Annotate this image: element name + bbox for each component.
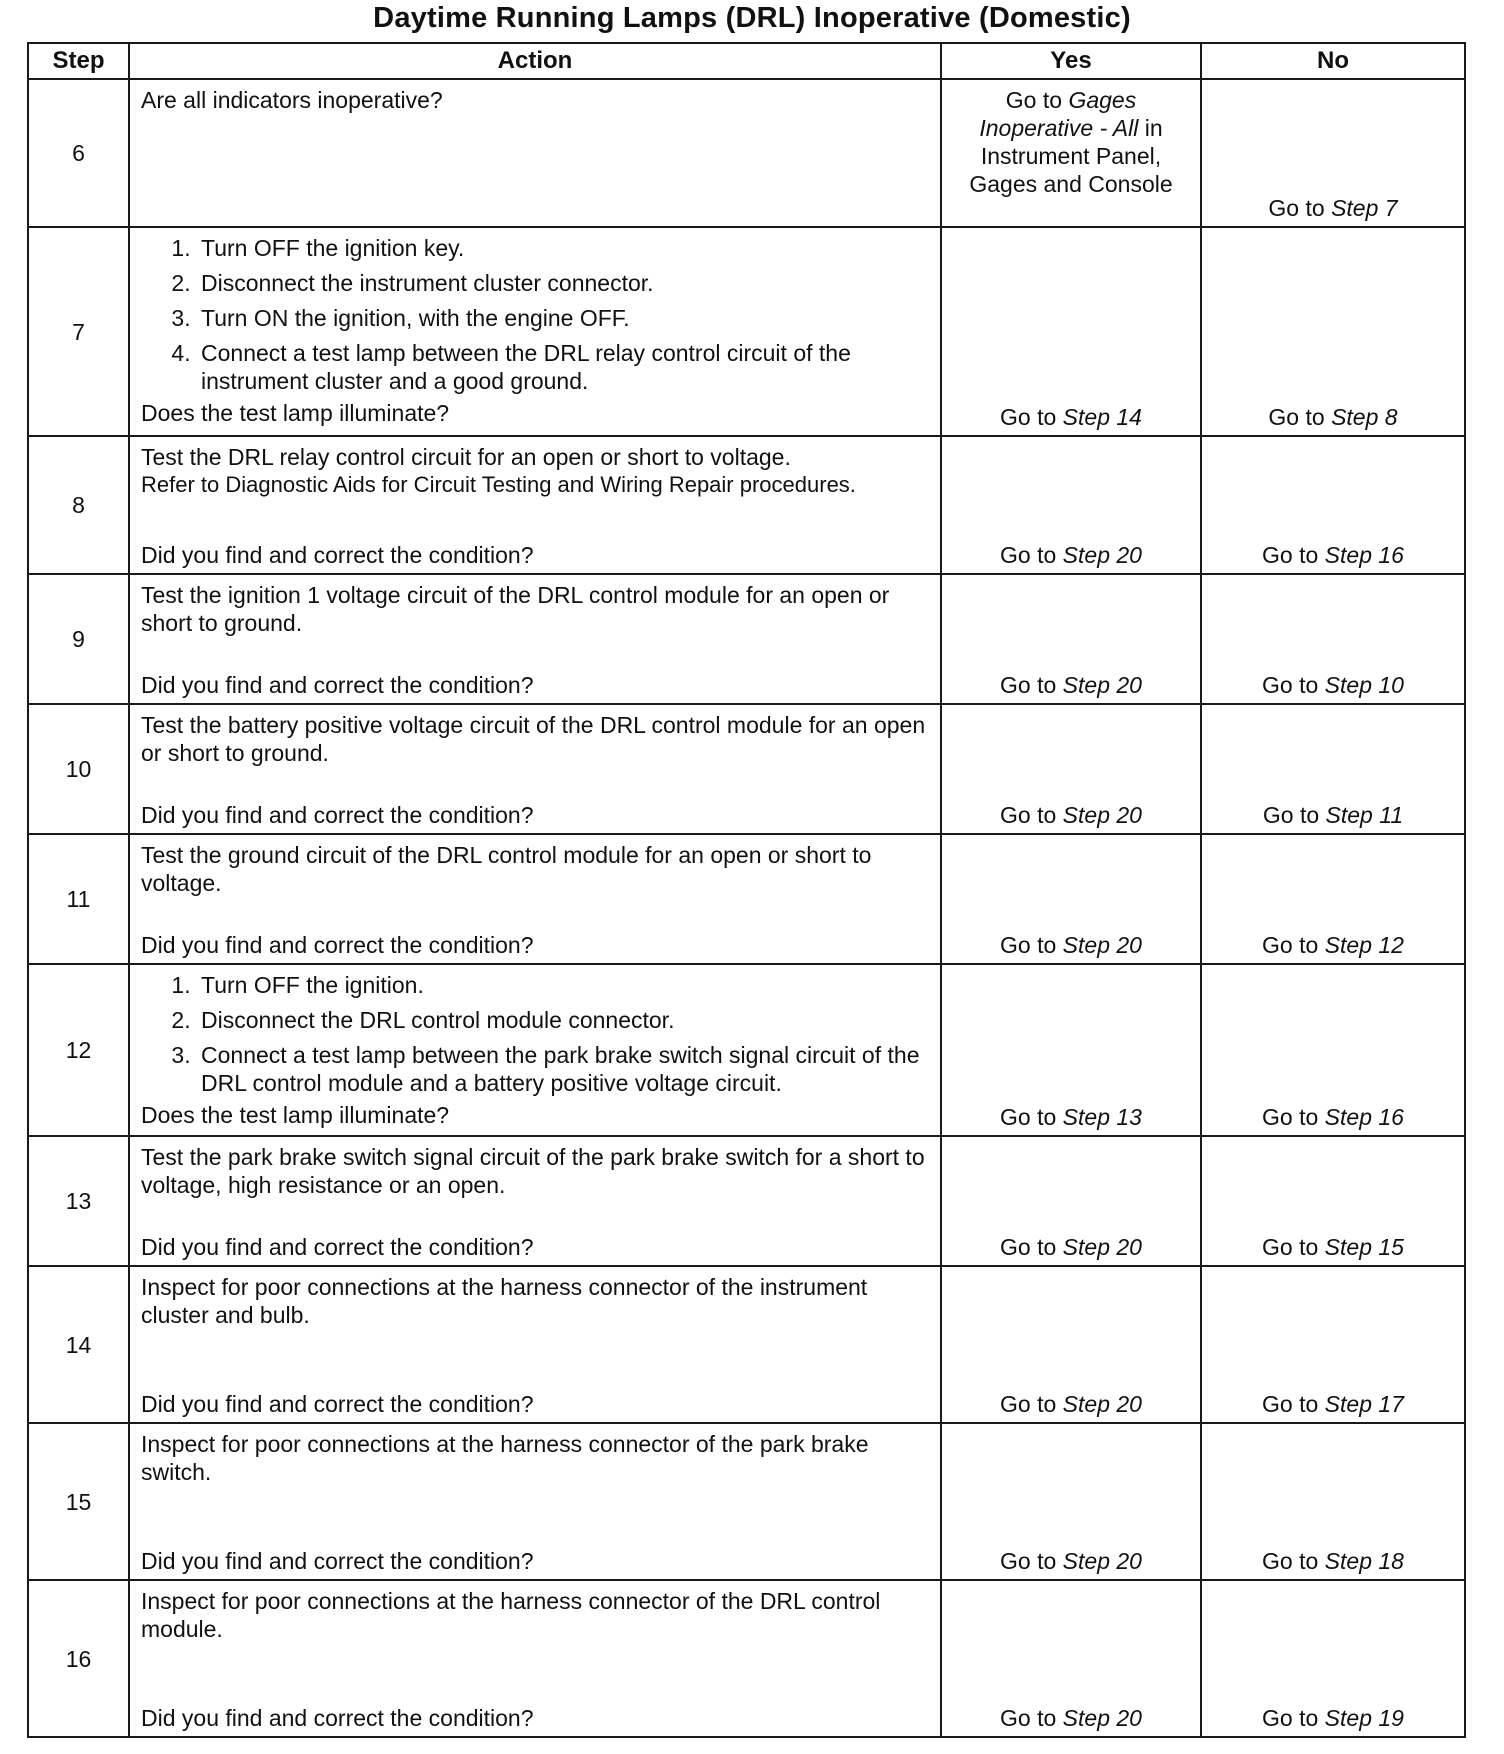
- action-question: Did you find and correct the condition?: [141, 932, 534, 958]
- go-to-text: Go to: [1000, 542, 1057, 568]
- yes-cell: [941, 964, 1201, 1136]
- go-to-text: Go to: [1000, 672, 1057, 698]
- go-to-text: Go to: [1262, 542, 1319, 568]
- go-to-text: Go to: [1262, 932, 1319, 958]
- go-to-text: Go to: [1000, 1391, 1057, 1417]
- table-row: [28, 436, 1465, 574]
- step-number: 13: [28, 1136, 129, 1266]
- go-to-text: Go to: [1005, 87, 1063, 113]
- procedure-step: 3. Turn ON the ignition, with the engine OFF.: [197, 304, 930, 332]
- procedure-step: 1. Turn OFF the ignition key.: [197, 234, 930, 262]
- action-cell: [129, 436, 941, 574]
- go-to-text: Go to: [1262, 1234, 1319, 1260]
- table-row: [28, 1266, 1465, 1423]
- go-to-text: Go to: [1000, 1234, 1057, 1260]
- table-row: [28, 79, 1465, 227]
- go-to-text: Go to: [1262, 802, 1320, 828]
- table-row: [28, 1580, 1465, 1737]
- go-to-text: Go to: [1000, 1104, 1057, 1130]
- step-link[interactable]: Step 20: [1062, 802, 1142, 828]
- action-question: Did you find and correct the condition?: [141, 802, 534, 828]
- reference-location: in Instrument Panel, Gages and Console: [969, 115, 1173, 197]
- action-text: Test the ignition 1 voltage circuit of the DRL control module for an open or short to ground.: [141, 582, 890, 636]
- step-link[interactable]: Step 17: [1324, 1391, 1404, 1417]
- go-to-text: Go to: [1262, 1391, 1319, 1417]
- table-row: [28, 227, 1465, 436]
- action-cell: [129, 574, 941, 704]
- header-action: Action: [129, 43, 941, 79]
- step-link[interactable]: Step 16: [1324, 542, 1404, 568]
- go-to-text: Go to: [1262, 672, 1319, 698]
- action-question: Did you find and correct the condition?: [141, 542, 534, 568]
- step-number: 12: [28, 964, 129, 1136]
- procedure-step: 2. Disconnect the instrument cluster connector.: [197, 269, 930, 297]
- action-cell: [129, 1266, 941, 1423]
- no-cell: [1201, 574, 1465, 704]
- action-question: Does the test lamp illuminate?: [141, 1102, 450, 1128]
- action-text: Test the battery positive voltage circuit of the DRL control module for an open or short to ground.: [141, 712, 926, 766]
- yes-cell: [941, 1580, 1201, 1737]
- action-cell: [129, 79, 941, 227]
- action-text: Inspect for poor connections at the harness connector of the park brake switch.: [141, 1431, 869, 1485]
- no-cell: [1201, 1266, 1465, 1423]
- action-cell: [129, 964, 941, 1136]
- diagnostic-table: [27, 42, 1466, 1738]
- yes-cell: [941, 704, 1201, 834]
- yes-cell: [941, 1266, 1201, 1423]
- yes-cell: [941, 79, 1201, 227]
- step-number: 15: [28, 1423, 129, 1580]
- step-link[interactable]: Step 20: [1062, 1234, 1142, 1260]
- action-text: Test the ground circuit of the DRL control module for an open or short to voltage.: [141, 842, 872, 896]
- step-link[interactable]: Step 11: [1325, 802, 1404, 828]
- table-row: [28, 834, 1465, 964]
- table-row: [28, 1136, 1465, 1266]
- action-question: Did you find and correct the condition?: [141, 1548, 534, 1574]
- action-question: Did you find and correct the condition?: [141, 1234, 534, 1260]
- step-number: 16: [28, 1580, 129, 1737]
- action-body: [141, 443, 930, 541]
- go-to-text: Go to: [1262, 1104, 1319, 1130]
- action-question: Did you find and correct the condition?: [141, 1391, 534, 1417]
- action-text: Inspect for poor connections at the harness connector of the DRL control module.: [141, 1588, 881, 1642]
- action-question: Did you find and correct the condition?: [141, 1705, 534, 1731]
- step-link[interactable]: Step 20: [1062, 1705, 1142, 1731]
- table-row: [28, 1423, 1465, 1580]
- go-to-text: Go to: [1262, 1705, 1319, 1731]
- action-cell: [129, 227, 941, 436]
- procedure-list: [141, 971, 930, 1097]
- procedure-list: [141, 234, 930, 395]
- no-cell: [1201, 1136, 1465, 1266]
- step-link[interactable]: Step 16: [1324, 1104, 1404, 1130]
- reference-link[interactable]: Gages Inoperative - All: [979, 87, 1139, 141]
- table-row: [28, 574, 1465, 704]
- procedure-step: 2. Disconnect the DRL control module connector.: [197, 1006, 930, 1034]
- action-text: Test the DRL relay control circuit for an open or short to voltage.: [141, 444, 791, 470]
- header-step: Step: [28, 43, 129, 79]
- procedure-step: 1. Turn OFF the ignition.: [197, 971, 930, 999]
- go-to-text: Go to: [1000, 1548, 1057, 1574]
- no-cell: [1201, 227, 1465, 436]
- step-number: 8: [28, 436, 129, 574]
- action-question: Does the test lamp illuminate?: [141, 400, 450, 426]
- step-link[interactable]: Step 14: [1062, 404, 1142, 430]
- yes-cell: [941, 227, 1201, 436]
- go-to-text: Go to: [1000, 932, 1057, 958]
- header-row: [28, 43, 1465, 79]
- step-number: 11: [28, 834, 129, 964]
- no-cell: [1201, 964, 1465, 1136]
- procedure-step: 4. Connect a test lamp between the DRL relay control circuit of the instrument cluster and a good ground.: [197, 339, 930, 395]
- go-to-text: Go to: [1268, 195, 1325, 221]
- table-row: [28, 964, 1465, 1136]
- no-cell: [1201, 704, 1465, 834]
- action-question: Did you find and correct the condition?: [141, 672, 534, 698]
- step-number: 9: [28, 574, 129, 704]
- no-cell: [1201, 834, 1465, 964]
- go-to-text: Go to: [1000, 802, 1057, 828]
- action-text: Test the park brake switch signal circuit of the park brake switch for a short to voltage, high resistance or an open.: [141, 1144, 925, 1198]
- step-link[interactable]: Step 7: [1331, 195, 1398, 221]
- step-number: 7: [28, 227, 129, 436]
- header-no: No: [1201, 43, 1465, 79]
- step-link[interactable]: Step 20: [1062, 672, 1142, 698]
- go-to-text: Go to: [1262, 1548, 1319, 1574]
- action-reference-note: Refer to Diagnostic Aids for Circuit Testing and Wiring Repair procedures.: [141, 472, 856, 497]
- go-to-text: Go to: [1268, 404, 1325, 430]
- step-number: 10: [28, 704, 129, 834]
- yes-cell: [941, 574, 1201, 704]
- step-number: 14: [28, 1266, 129, 1423]
- step-link[interactable]: Step 8: [1331, 404, 1398, 430]
- table-row: [28, 704, 1465, 834]
- no-cell: [1201, 1423, 1465, 1580]
- no-cell: [1201, 79, 1465, 227]
- yes-cell: [941, 1423, 1201, 1580]
- yes-cell: [941, 834, 1201, 964]
- action-cell: [129, 704, 941, 834]
- page-title: Daytime Running Lamps (DRL) Inoperative (Domestic): [373, 2, 1131, 34]
- action-cell: [129, 1580, 941, 1737]
- step-link[interactable]: Step 15: [1324, 1234, 1404, 1260]
- action-cell: [129, 1136, 941, 1266]
- step-link[interactable]: Step 12: [1324, 932, 1404, 958]
- step-link[interactable]: Step 18: [1324, 1548, 1404, 1574]
- step-link[interactable]: Step 20: [1062, 932, 1142, 958]
- action-text: Inspect for poor connections at the harness connector of the instrument cluster and bulb.: [141, 1274, 868, 1328]
- no-cell: [1201, 1580, 1465, 1737]
- step-link[interactable]: Step 10: [1324, 672, 1404, 698]
- action-cell: [129, 834, 941, 964]
- go-to-text: Go to: [1000, 404, 1057, 430]
- yes-cell: [941, 1136, 1201, 1266]
- yes-result: [948, 86, 1194, 198]
- go-to-text: Go to: [1000, 1705, 1057, 1731]
- no-cell: [1201, 436, 1465, 574]
- step-link[interactable]: Step 20: [1062, 1391, 1142, 1417]
- yes-cell: [941, 436, 1201, 574]
- action-cell: [129, 1423, 941, 1580]
- action-text: Are all indicators inoperative?: [141, 87, 443, 113]
- step-number: 6: [28, 79, 129, 227]
- procedure-step: 3. Connect a test lamp between the park brake switch signal circuit of the DRL control module and a battery positive voltage circuit.: [197, 1041, 930, 1097]
- step-link[interactable]: Step 19: [1324, 1705, 1404, 1731]
- step-link[interactable]: Step 20: [1062, 542, 1142, 568]
- step-link[interactable]: Step 13: [1062, 1104, 1142, 1130]
- header-yes: Yes: [941, 43, 1201, 79]
- step-link[interactable]: Step 20: [1062, 1548, 1142, 1574]
